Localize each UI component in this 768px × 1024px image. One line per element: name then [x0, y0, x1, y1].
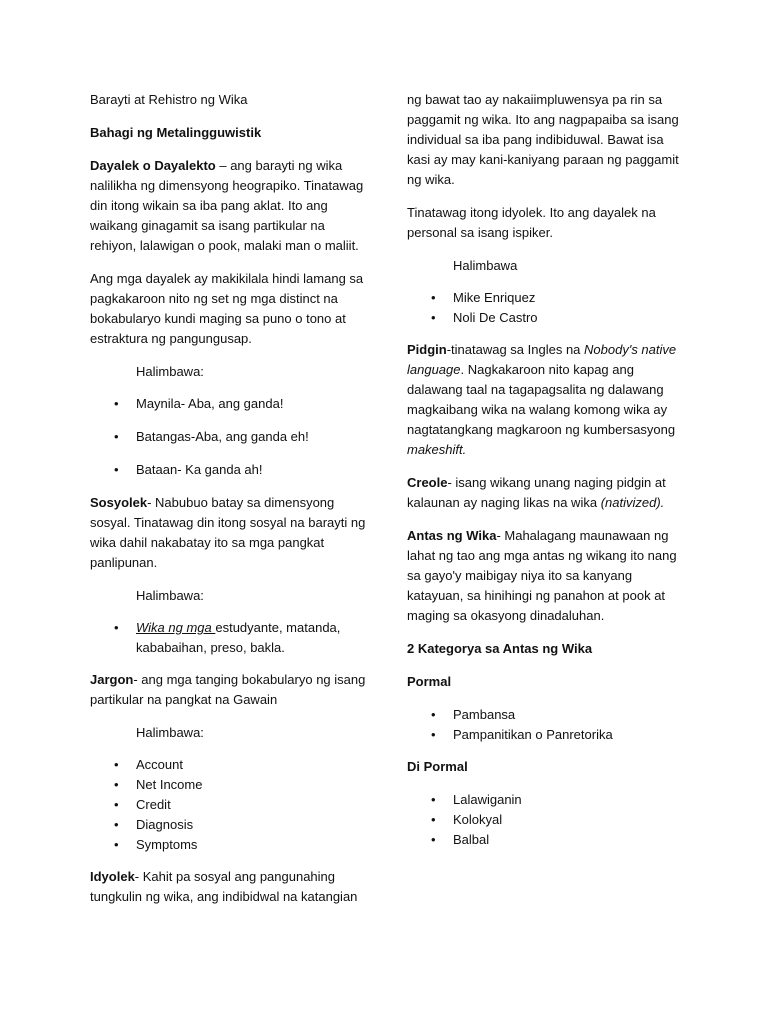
subheading-pormal: Pormal — [407, 674, 452, 689]
list-item: • Lalawiganin — [407, 790, 679, 810]
text-idyolek: - Kahit pa sosyal ang pangunahing tungkulin ng wika, ang indibidwal na katangian — [90, 869, 358, 904]
term-creole: Creole — [407, 475, 448, 490]
list-item: • Pampanitikan o Panretorika — [407, 725, 679, 745]
bullet-icon: • — [431, 812, 436, 827]
bullet-icon: • — [431, 832, 436, 847]
halimbawa-label: Halimbawa: — [136, 725, 204, 740]
list-item: • Maynila- Aba, ang ganda! — [90, 394, 370, 414]
document-title: Barayti at Rehistro ng Wika — [90, 92, 248, 107]
halimbawa-label: Halimbawa — [453, 258, 518, 273]
term-dayalek: Dayalek o Dayalekto — [90, 158, 216, 173]
paragraph-sosyolek — [90, 493, 370, 573]
bullet-icon: • — [114, 817, 119, 832]
text-jargon: - ang mga tanging bokabularyo ng isang partikular na pangkat na Gawain — [90, 672, 366, 707]
paragraph-idyolek — [90, 867, 370, 907]
list-item: • Kolokyal — [407, 810, 679, 830]
right-column — [407, 90, 679, 862]
paragraph-pidgin: Pidgin-tinatawag sa Ingles na Nobody's native language. Nagkakaroon nito kapag ang dalawang taal na tagapagsalita ng dalawang magkaibang wika na walang komong wika ay nagtatangkang magkaroon ng kumbersasyong makeshift. — [407, 342, 677, 457]
halimbawa-label: Halimbawa: — [136, 588, 204, 603]
bullet-icon: • — [114, 620, 119, 635]
left-column — [90, 90, 370, 920]
term-jargon: Jargon — [90, 672, 134, 687]
text-dayalek: – ang barayti ng wika nalilikha ng dimensyong heograpiko. Tinatawag din itong wikain sa iba pang aklat. Ito ang waikang ginagamit sa isang partikular na rehiyon, lalawigan o pook, malaki man o maliit. — [90, 158, 364, 253]
list-item: • Wika ng mga estudyante, matanda, kababaihan, preso, bakla. — [114, 620, 341, 655]
bullet-icon: • — [114, 757, 119, 772]
list-item: • Account — [90, 755, 370, 775]
bullet-icon: • — [114, 837, 119, 852]
bullet-icon: • — [114, 429, 119, 444]
paragraph-dayalek — [90, 156, 370, 256]
term-antas: Antas ng Wika — [407, 528, 497, 543]
bullet-icon: • — [431, 290, 436, 305]
list-item: • Credit — [90, 795, 370, 815]
halimbawa-label: Halimbawa: — [136, 364, 204, 379]
bullet-icon: • — [114, 462, 119, 477]
list-idyolek-examples — [407, 288, 679, 328]
list-item: • Noli De Castro — [407, 308, 679, 328]
list-item: • Batangas-Aba, ang ganda eh! — [90, 427, 370, 447]
list-item: • Symptoms — [90, 835, 370, 855]
list-pormal — [407, 705, 679, 745]
section-heading: Bahagi ng Metalingguwistik — [90, 125, 262, 140]
list-dipormal — [407, 790, 679, 850]
list-item: • Diagnosis — [90, 815, 370, 835]
paragraph-antas: Antas ng Wika- Mahalagang maunawaan ng lahat ng tao ang mga antas ng wikang ito nang sa gayo'y maibigay niya ito sa kanyang katayuan, sa hinihingi ng panahon at pook at maging sa okasyong dinadaluhan. — [407, 528, 677, 623]
subheading-dipormal: Di Pormal — [407, 759, 468, 774]
bullet-icon: • — [114, 396, 119, 411]
list-item: • Net Income — [90, 775, 370, 795]
list-sosyolek-examples — [90, 618, 370, 658]
list-dayalek-examples — [90, 394, 370, 480]
paragraph-idyolek-2: Tinatawag itong idyolek. Ito ang dayalek na personal sa isang ispiker. — [407, 205, 656, 240]
text-sosyolek: - Nabubuo batay sa dimensyong sosyal. Tinatawag din itong sosyal na barayti ng wika dahil nakabatay ito sa mga pangkat panlipunan. — [90, 495, 366, 570]
list-jargon-examples — [90, 755, 370, 855]
term-idyolek: Idyolek — [90, 869, 135, 884]
bullet-icon: • — [114, 797, 119, 812]
list-item: • Mike Enriquez — [407, 288, 679, 308]
term-sosyolek: Sosyolek — [90, 495, 148, 510]
section-heading-kategorya: 2 Kategorya sa Antas ng Wika — [407, 641, 593, 656]
list-item: • Balbal — [407, 830, 679, 850]
paragraph-jargon — [90, 670, 370, 710]
bullet-icon: • — [431, 727, 436, 742]
paragraph-creole: Creole- isang wikang unang naging pidgin at kalaunan ay naging likas na wika (nativized). — [407, 475, 666, 510]
paragraph-dayalek-2: Ang mga dayalek ay makikilala hindi lamang sa pagkakaroon nito ng set ng mga distinct na bokabularyo kundi maging sa puno o tono at estraktura ng pangungusap. — [90, 271, 364, 346]
list-item: • Pambansa — [407, 705, 679, 725]
term-pidgin: Pidgin — [407, 342, 447, 357]
bullet-icon: • — [431, 310, 436, 325]
paragraph-idyolek-continued: ng bawat tao ay nakaiimpluwensya pa rin sa paggamit ng wika. Ito ang nagpapaiba sa isang individual sa iba pang indibiduwal. Bawat isa kasi ay may kani-kaniyang paraan ng paggamit ng wika. — [407, 92, 679, 187]
bullet-icon: • — [431, 792, 436, 807]
bullet-icon: • — [431, 707, 436, 722]
bullet-icon: • — [114, 777, 119, 792]
list-item: • Bataan- Ka ganda ah! — [90, 460, 370, 480]
underlined-text: Wika ng mga — [136, 620, 216, 635]
